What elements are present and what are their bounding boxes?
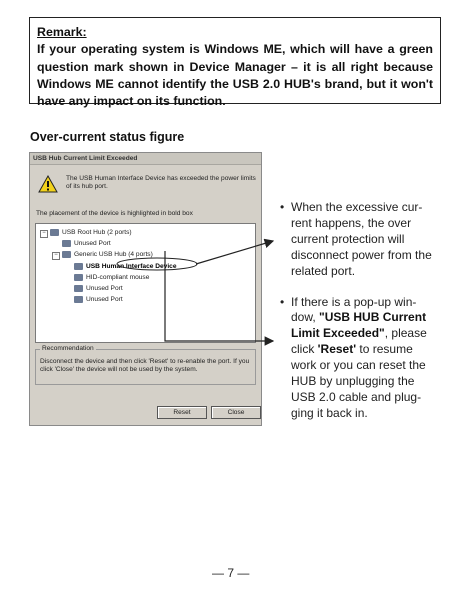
recommendation-label: Recommendation [42,345,94,352]
dialog-message: The USB Human Interface Device has exceeded the power limits of its hub port. [66,175,256,190]
mouse-icon [74,274,83,281]
close-button[interactable]: Close [211,406,261,419]
dialog-placement-text: The placement of the device is highlighted in bold box [36,210,193,217]
collapse-icon: − [52,252,60,260]
bullet-dot: • [280,200,285,214]
usb-hub-icon [50,229,59,236]
dialog-title: USB Hub Current Limit Exceeded [30,153,261,165]
bullet-list [280,200,440,437]
tree-node-highlighted: USB Human Interface Device [74,262,177,272]
usb-hub-icon [62,251,71,258]
usb-device-icon [74,263,83,270]
bullet-item: • If there is a pop-up win-dow, "USB HUB Current Limit Exceeded", please click 'Reset' to resume work or you can reset the HUB by unplugging the USB 2.0 cable and plug-ging it back in. [280,294,427,420]
remark-body: If your operating system is Windows ME, which will have a green question mark shown in Device Manager – it is all right because Windows ME cannot identify the USB 2.0 HUB's brand, but it won't have any impact on its function. [37,42,433,109]
tree-node: Unused Port [62,239,111,249]
bullet-item: • When the excessive cur-rent happens, the over current protection will disconnect power from the related port. [280,200,432,278]
section-title: Over-current status figure [30,130,185,144]
over-current-dialog-screenshot [29,152,262,426]
tree-node: HID-compliant mouse [74,273,149,283]
tree-node: Generic USB Hub (4 ports) [62,250,153,260]
warning-icon [38,175,58,193]
device-tree [35,223,256,343]
usb-port-icon [74,285,83,292]
collapse-icon: − [40,230,48,238]
reset-button[interactable]: Reset [157,406,207,419]
recommendation-group [35,345,256,385]
bullet-dot: • [280,294,285,309]
tree-node: Unused Port [74,295,123,305]
usb-port-icon [62,240,71,247]
page-number: — 7 — [212,566,250,580]
tree-node: Unused Port [74,284,123,294]
tree-node: USB Root Hub (2 ports) [50,228,132,238]
remark-title: Remark: [37,25,87,39]
remark-box [29,17,441,109]
usb-port-icon [74,296,83,303]
recommendation-text: Disconnect the device and then click 'Reset' to re-enable the port. If you click 'Close' the device will not be used by the system. [40,358,250,373]
